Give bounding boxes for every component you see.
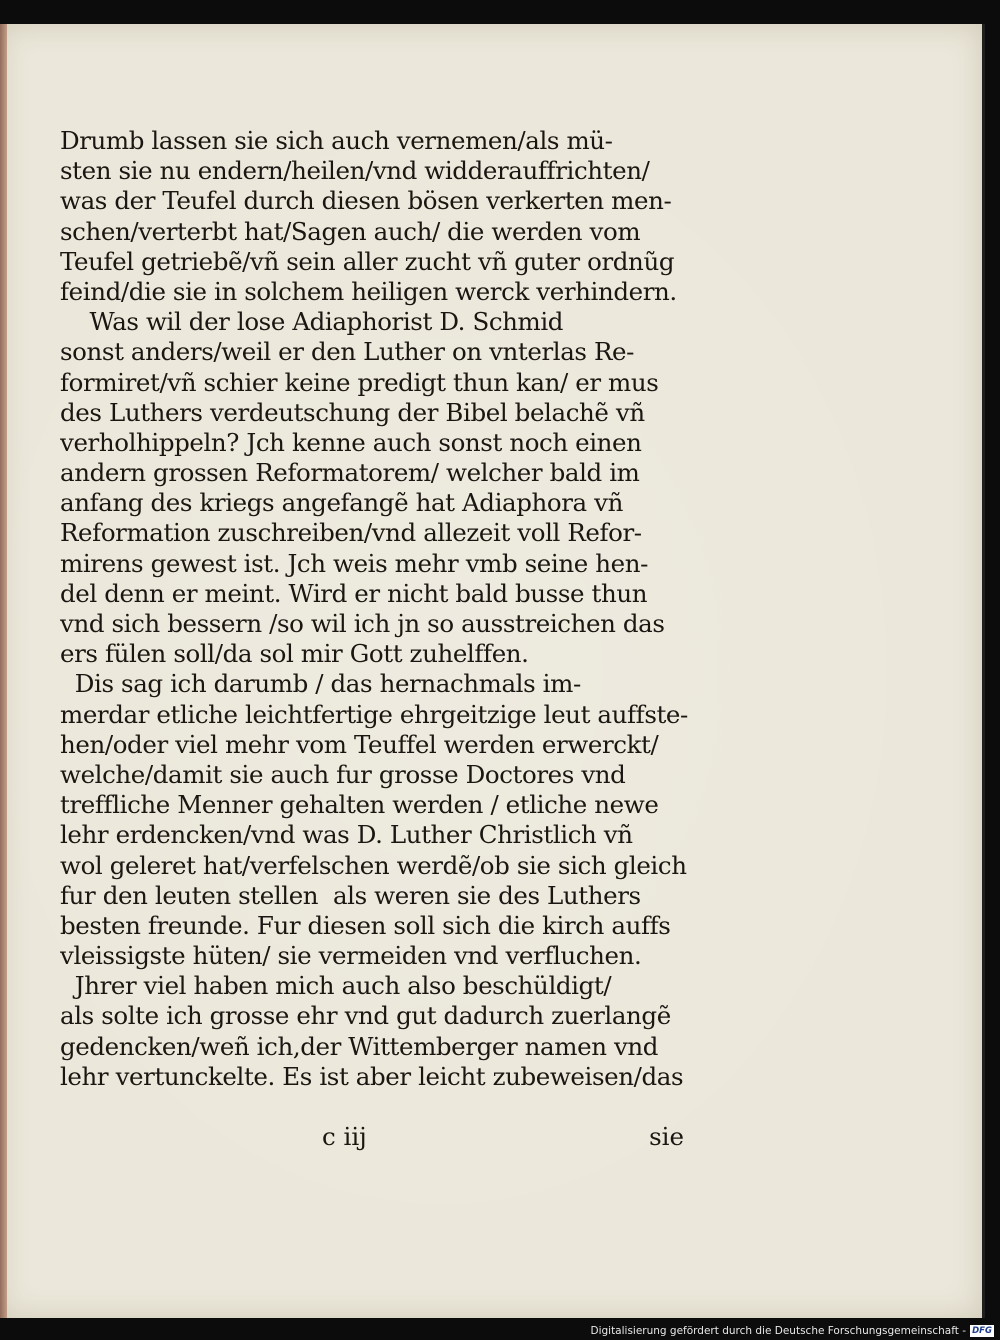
text-line: merdar etliche leichtfertige ehrgeitzige leut auffste- <box>60 699 688 729</box>
text-line: vnd sich bessern /so wil ich jn so ausstreichen das <box>60 609 665 638</box>
text-line: vleissigste hüten/ sie vermeiden vnd verfluchen. <box>60 941 642 971</box>
text-line: besten freunde. Fur diesen soll sich die kirch auffs <box>60 910 671 940</box>
text-line: was der Teufel durch diesen bösen verkerten men- <box>60 186 672 216</box>
text-line: fur den leuten stellen als weren sie des Luthers <box>60 880 641 910</box>
text-line: Jhrer viel haben mich auch also beschüldigt/ <box>60 971 612 1001</box>
text-line: andern grossen Reformatorem/ welcher bald im <box>60 458 640 488</box>
text-line: anfang des kriegs angefangẽ hat Adiaphora vñ <box>60 488 623 518</box>
text-line: Teufel getriebẽ/vñ sein aller zucht vñ guter ordnũg <box>60 246 675 276</box>
text-line: mirens gewest ist. Jch weis mehr vmb seine hen- <box>60 548 648 578</box>
text-line: lehr erdencken/vnd was D. Luther Christlich vñ <box>60 820 633 850</box>
text-line: als solte ich grosse ehr vnd gut dadurch zuerlangẽ <box>60 1001 671 1031</box>
text-line: schen/verterbt hat/Sagen auch/ die werden vom <box>60 216 641 246</box>
page-footer <box>60 1122 700 1156</box>
text-line: welche/damit sie auch fur grosse Doctores vnd <box>60 759 626 789</box>
text-line: Drumb lassen sie sich auch vernemen/als mü- <box>60 126 613 155</box>
signature-mark: c iij <box>322 1122 367 1151</box>
text-line: gedencken/weñ ich,der Wittemberger namen vnd <box>60 1031 659 1061</box>
text-line: sonst anders/weil er den Luther on vnterlas Re- <box>60 337 634 367</box>
text-line: Was wil der lose Adiaphorist D. Schmid <box>60 307 564 337</box>
text-line: ers fülen soll/da sol mir Gott zuhelffen. <box>60 639 529 669</box>
dfg-logo-icon: DFG <box>970 1325 994 1337</box>
book-page <box>0 24 985 1318</box>
text-line: wol geleret hat/verfelschen werdẽ/ob sie sich gleich <box>60 850 687 880</box>
text-line: Reformation zuschreiben/vnd allezeit voll Refor- <box>60 518 642 548</box>
text-line: hen/oder viel mehr vom Teuffel werden erwerckt/ <box>60 729 659 759</box>
text-line: sten sie nu endern/heilen/vnd widderauffrichten/ <box>60 156 650 186</box>
text-line: lehr vertunckelte. Es ist aber leicht zubeweisen/das <box>60 1061 684 1091</box>
text-line: feind/die sie in solchem heiligen werck verhindern. <box>60 276 677 306</box>
text-line: treffliche Menner gehalten werden / etliche newe <box>60 790 659 820</box>
text-line: des Luthers verdeutschung der Bibel belachẽ vñ <box>60 397 645 427</box>
digitization-credit: Digitalisierung gefördert durch die Deutsche Forschungsgemeinschaft - <box>590 1325 966 1337</box>
catchword: sie <box>649 1122 684 1151</box>
text-line: verholhippeln? Jch kenne auch sonst noch einen <box>60 427 642 457</box>
text-line: Dis sag ich darumb / das hernachmals im- <box>60 669 581 699</box>
text-line: formiret/vñ schier keine predigt thun kan/ er mus <box>60 367 659 397</box>
text-line: del denn er meint. Wird er nicht bald busse thun <box>60 578 648 608</box>
page-body-text <box>60 126 700 1092</box>
